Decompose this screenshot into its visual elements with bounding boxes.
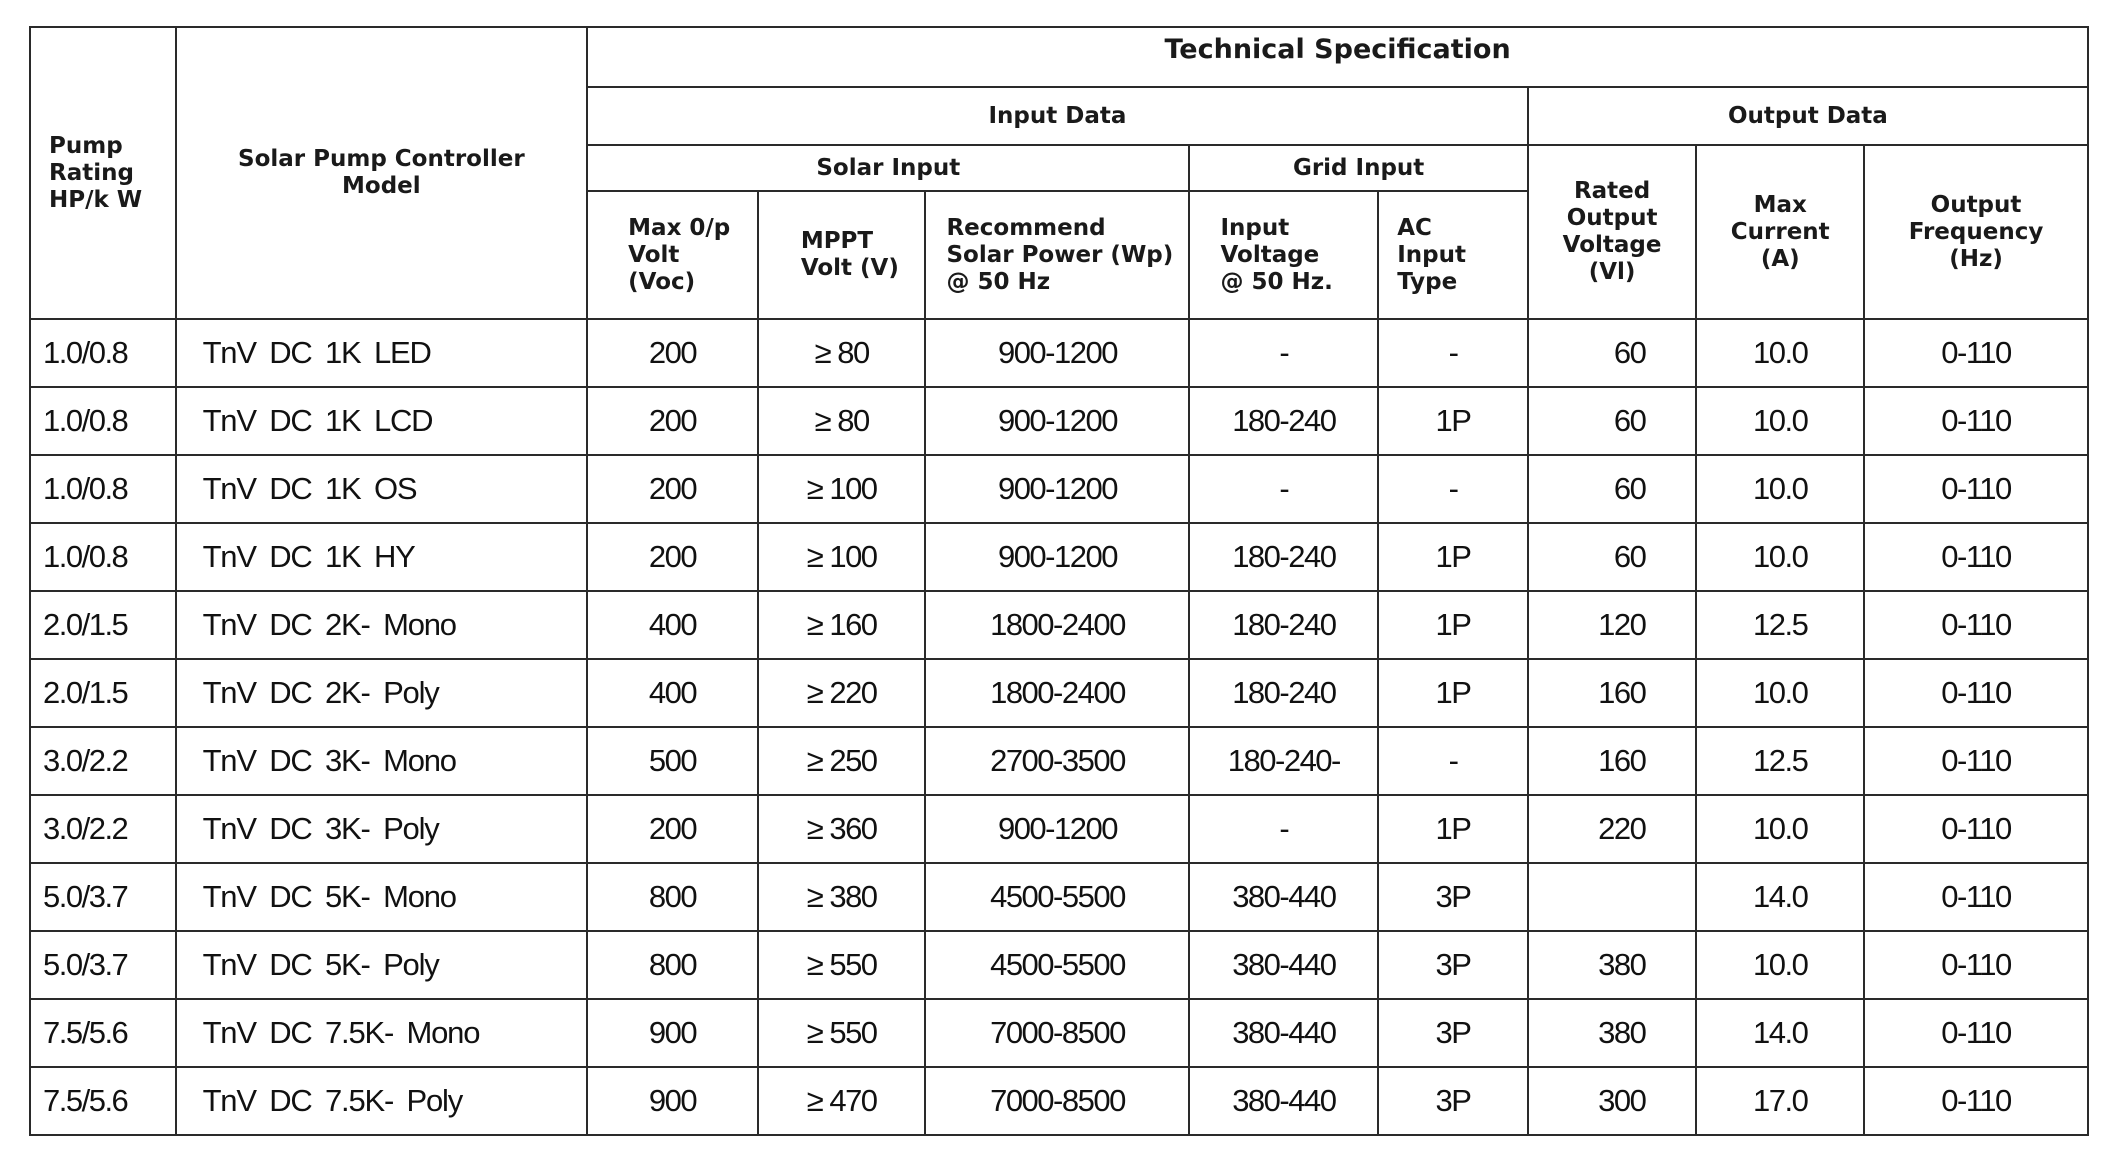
cell-mppt: ≥ 100 [758,455,926,523]
header-recommend-power-line-3: @ 50 Hz [946,268,1051,295]
cell-mppt: ≥ 80 [758,319,926,387]
cell-max-volt: 200 [587,319,758,387]
cell-max-volt: 200 [587,387,758,455]
cell-max-current: 12.5 [1696,727,1864,795]
cell-power: 900-1200 [925,455,1189,523]
cell-input-voltage: 380-440 [1189,863,1378,931]
header-ac-input-type-line-3: Type [1397,268,1458,295]
cell-input-voltage: - [1189,455,1378,523]
cell-power: 1800-2400 [925,591,1189,659]
header-ac-input-type-line-1: AC [1397,214,1432,241]
cell-model: TnV DC 5K- Poly [176,931,588,999]
cell-mppt: ≥ 360 [758,795,926,863]
cell-rated-voltage: 160 [1528,727,1697,795]
cell-power: 7000-8500 [925,1067,1189,1135]
cell-frequency: 0-110 [1864,795,2088,863]
cell-input-voltage: 180-240 [1189,591,1378,659]
cell-max-current: 10.0 [1696,387,1864,455]
cell-model: TnV DC 2K- Mono [176,591,588,659]
cell-ac-type: - [1378,727,1528,795]
cell-max-current: 17.0 [1696,1067,1864,1135]
cell-max-volt: 200 [587,523,758,591]
cell-frequency: 0-110 [1864,455,2088,523]
header-max-current-line-3: (A) [1760,245,1800,272]
cell-max-current: 12.5 [1696,591,1864,659]
cell-input-voltage: 180-240 [1189,387,1378,455]
cell-frequency: 0-110 [1864,523,2088,591]
cell-input-voltage: - [1189,319,1378,387]
cell-power: 4500-5500 [925,863,1189,931]
cell-input-voltage: 180-240 [1189,659,1378,727]
header-recommend-power [925,191,1189,319]
cell-rating: 2.0/1.5 [30,591,176,659]
table-row [30,931,2088,999]
cell-rating: 7.5/5.6 [30,999,176,1067]
header-rated-output-voltage-line-3: Voltage [1562,232,1662,258]
cell-rated-voltage: 120 [1528,591,1697,659]
cell-power: 900-1200 [925,319,1189,387]
header-max-op-volt-line-3: (Voc) [628,268,696,295]
cell-power: 900-1200 [925,795,1189,863]
cell-model: TnV DC 1K HY [176,523,588,591]
cell-mppt: ≥ 100 [758,523,926,591]
cell-frequency: 0-110 [1864,659,2088,727]
cell-frequency: 0-110 [1864,727,2088,795]
cell-rated-voltage: 220 [1528,795,1697,863]
cell-frequency: 0-110 [1864,999,2088,1067]
header-model [176,27,588,319]
header-group-solar-input: Solar Input [587,145,1189,191]
header-mppt-volt [758,191,926,319]
header-group-grid-input: Grid Input [1189,145,1527,191]
cell-mppt: ≥ 550 [758,931,926,999]
table-row [30,319,2088,387]
table-row [30,659,2088,727]
cell-rated-voltage [1528,863,1697,931]
cell-mppt: ≥ 220 [758,659,926,727]
header-pump-rating-line-3: HP/k W [49,186,143,213]
cell-model: TnV DC 1K LCD [176,387,588,455]
cell-max-volt: 800 [587,931,758,999]
cell-model: TnV DC 3K- Mono [176,727,588,795]
cell-model: TnV DC 1K LED [176,319,588,387]
table-row [30,863,2088,931]
cell-rated-voltage: 380 [1528,931,1697,999]
table-row [30,727,2088,795]
cell-rating: 1.0/0.8 [30,523,176,591]
cell-model: TnV DC 7.5K- Poly [176,1067,588,1135]
header-mppt-volt-line-2: Volt (V) [800,255,899,281]
cell-rating: 2.0/1.5 [30,659,176,727]
table-row [30,455,2088,523]
cell-frequency: 0-110 [1864,863,2088,931]
cell-ac-type: 1P [1378,591,1528,659]
cell-power: 900-1200 [925,523,1189,591]
header-output-frequency [1864,145,2088,319]
cell-ac-type: 3P [1378,863,1528,931]
cell-ac-type: 1P [1378,523,1528,591]
header-max-op-volt-line-2: Volt [628,241,680,268]
cell-rated-voltage: 160 [1528,659,1697,727]
cell-max-current: 10.0 [1696,455,1864,523]
cell-max-volt: 200 [587,455,758,523]
cell-max-current: 14.0 [1696,999,1864,1067]
cell-rating: 1.0/0.8 [30,455,176,523]
cell-max-volt: 800 [587,863,758,931]
cell-max-volt: 500 [587,727,758,795]
cell-input-voltage: 380-440 [1189,931,1378,999]
header-output-frequency-line-3: (Hz) [1949,245,2003,272]
cell-power: 1800-2400 [925,659,1189,727]
cell-ac-type: - [1378,455,1528,523]
header-ac-input-type [1378,191,1528,319]
cell-frequency: 0-110 [1864,387,2088,455]
cell-rating: 1.0/0.8 [30,319,176,387]
table-row [30,591,2088,659]
header-group-input-data: Input Data [587,87,1528,145]
cell-power: 4500-5500 [925,931,1189,999]
cell-rating: 1.0/0.8 [30,387,176,455]
cell-power: 2700-3500 [925,727,1189,795]
table-row [30,523,2088,591]
cell-rating: 5.0/3.7 [30,931,176,999]
cell-rated-voltage: 60 [1528,319,1697,387]
cell-model: TnV DC 7.5K- Mono [176,999,588,1067]
header-rated-output-voltage-line-4: (Vl) [1588,259,1636,285]
cell-mppt: ≥ 80 [758,387,926,455]
cell-model: TnV DC 2K- Poly [176,659,588,727]
table-row [30,387,2088,455]
header-max-current [1696,145,1864,319]
cell-max-current: 10.0 [1696,523,1864,591]
table-row [30,1067,2088,1135]
cell-mppt: ≥ 550 [758,999,926,1067]
cell-max-current: 14.0 [1696,863,1864,931]
cell-max-current: 10.0 [1696,931,1864,999]
cell-max-volt: 400 [587,591,758,659]
cell-power: 900-1200 [925,387,1189,455]
header-pump-rating-line-2: Rating [49,159,134,186]
header-output-frequency-line-2: Frequency [1908,218,2044,245]
cell-max-volt: 900 [587,1067,758,1135]
cell-rated-voltage: 60 [1528,455,1697,523]
header-ac-input-type-line-2: Input [1397,241,1466,268]
header-input-voltage-line-3: @ 50 Hz. [1220,268,1333,295]
cell-frequency: 0-110 [1864,319,2088,387]
cell-frequency: 0-110 [1864,591,2088,659]
cell-rated-voltage: 60 [1528,387,1697,455]
technical-specification-table [29,26,2089,1136]
header-max-current-line-2: Current [1730,218,1830,245]
cell-rating: 5.0/3.7 [30,863,176,931]
cell-mppt: ≥ 160 [758,591,926,659]
cell-max-current: 10.0 [1696,795,1864,863]
cell-max-volt: 400 [587,659,758,727]
cell-input-voltage: 380-440 [1189,999,1378,1067]
cell-rated-voltage: 300 [1528,1067,1697,1135]
header-recommend-power-line-1: Recommend [946,214,1106,241]
header-pump-rating [30,27,176,319]
header-max-op-volt [587,191,758,319]
cell-ac-type: 3P [1378,1067,1528,1135]
cell-input-voltage: 180-240 [1189,523,1378,591]
header-model-line-1: Solar Pump Controller [238,146,525,172]
header-input-voltage [1189,191,1378,319]
cell-ac-type: 1P [1378,659,1528,727]
cell-ac-type: 1P [1378,795,1528,863]
cell-rated-voltage: 60 [1528,523,1697,591]
header-rated-output-voltage-line-2: Output [1566,205,1658,231]
cell-rated-voltage: 380 [1528,999,1697,1067]
header-group-output-data: Output Data [1528,87,2088,145]
table-row [30,999,2088,1067]
header-input-voltage-line-1: Input [1220,214,1290,241]
cell-model: TnV DC 3K- Poly [176,795,588,863]
header-rated-output-voltage [1528,145,1697,319]
cell-frequency: 0-110 [1864,931,2088,999]
header-max-current-line-1: Max [1753,191,1807,218]
header-max-op-volt-line-1: Max 0/p [628,214,731,241]
table-title: Technical Specification [587,27,2088,87]
cell-rating: 3.0/2.2 [30,727,176,795]
cell-mppt: ≥ 380 [758,863,926,931]
spec-table-body [30,319,2088,1135]
cell-input-voltage: - [1189,795,1378,863]
cell-ac-type: 3P [1378,931,1528,999]
cell-max-volt: 900 [587,999,758,1067]
header-rated-output-voltage-line-1: Rated [1573,178,1651,204]
cell-rating: 7.5/5.6 [30,1067,176,1135]
cell-rating: 3.0/2.2 [30,795,176,863]
cell-power: 7000-8500 [925,999,1189,1067]
cell-ac-type: 1P [1378,387,1528,455]
cell-max-current: 10.0 [1696,659,1864,727]
header-mppt-volt-line-1: MPPT [800,228,874,254]
header-input-voltage-line-2: Voltage [1220,241,1320,268]
header-pump-rating-line-1: Pump [49,132,123,159]
cell-ac-type: - [1378,319,1528,387]
cell-mppt: ≥ 470 [758,1067,926,1135]
table-row [30,795,2088,863]
cell-input-voltage: 380-440 [1189,1067,1378,1135]
cell-frequency: 0-110 [1864,1067,2088,1135]
cell-max-current: 10.0 [1696,319,1864,387]
header-output-frequency-line-1: Output [1930,191,2022,218]
cell-model: TnV DC 1K OS [176,455,588,523]
cell-max-volt: 200 [587,795,758,863]
cell-mppt: ≥ 250 [758,727,926,795]
cell-model: TnV DC 5K- Mono [176,863,588,931]
cell-ac-type: 3P [1378,999,1528,1067]
spec-table-container [29,26,2089,1136]
header-recommend-power-line-2: Solar Power (Wp) [946,241,1174,268]
header-model-line-2: Model [342,173,421,199]
cell-input-voltage: 180-240- [1189,727,1378,795]
